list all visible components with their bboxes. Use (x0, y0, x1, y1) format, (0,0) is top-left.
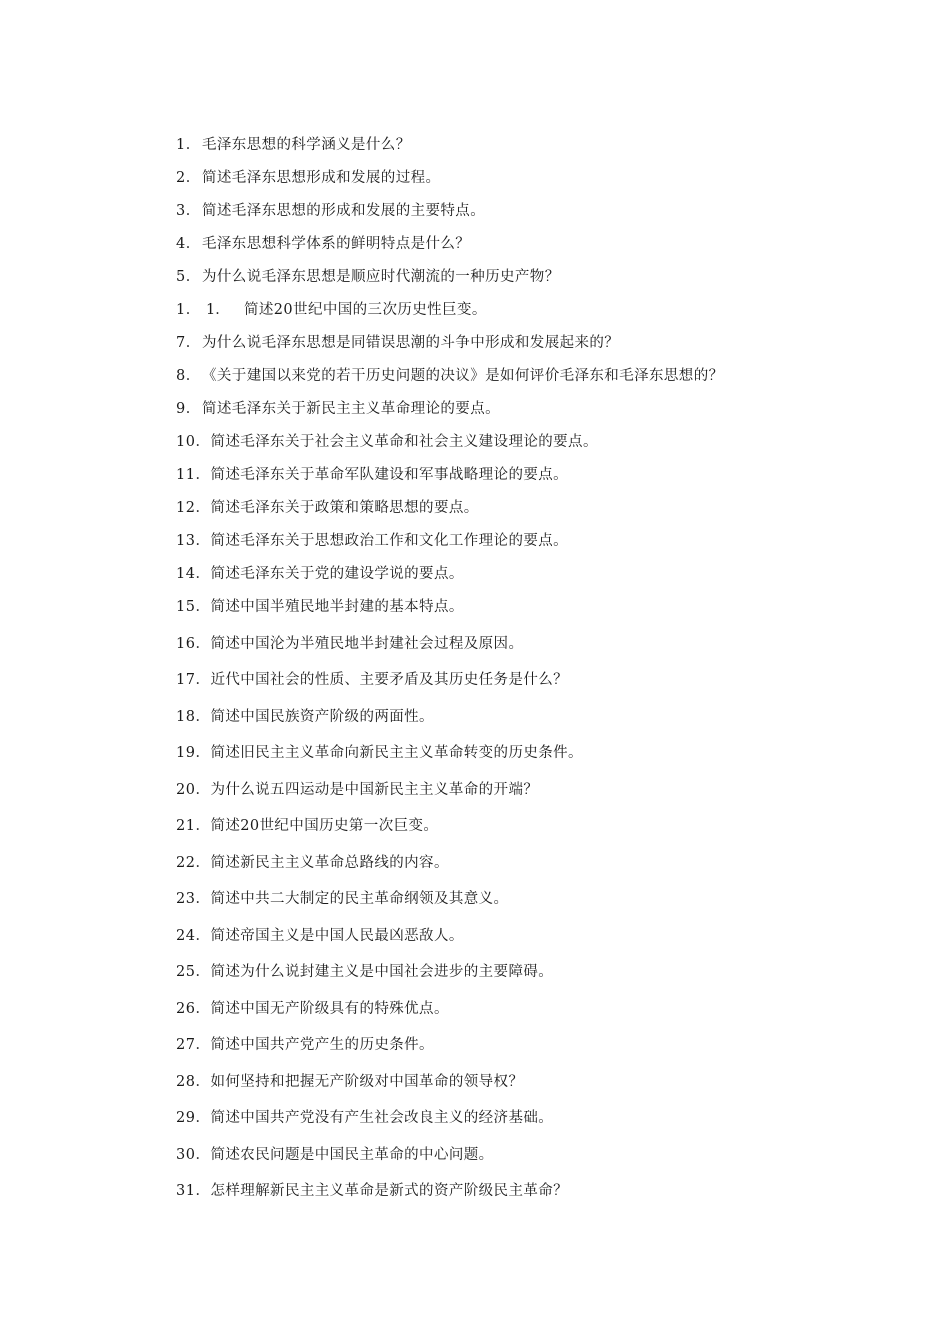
question-item (176, 1178, 876, 1215)
question-text: 简述毛泽东关于党的建设学说的要点。 (210, 566, 464, 582)
question-item (176, 297, 876, 330)
question-text: 简述毛泽东关于新民主主义革命理论的要点。 (202, 401, 500, 417)
question-number: 30． (176, 1146, 211, 1163)
question-item (176, 231, 876, 264)
question-text: 简述帝国主义是中国人民最凶恶敌人。 (210, 927, 464, 944)
question-number: 11． (176, 467, 211, 483)
question-number: 20． (176, 781, 211, 798)
question-number: 1． (176, 302, 201, 318)
question-text: 简述农民问题是中国民主革命的中心问题。 (210, 1146, 494, 1163)
question-text: 简述毛泽东关于社会主义革命和社会主义建设理论的要点。 (210, 434, 598, 450)
question-number: 19． (176, 745, 211, 761)
question-number: 29． (176, 1110, 211, 1126)
question-item (176, 1105, 876, 1142)
question-item (176, 429, 876, 462)
question-item (176, 396, 876, 429)
question-number: 17． (176, 672, 211, 688)
question-number: 9． (176, 401, 201, 417)
question-text: 简述20世纪中国历史第一次巨变。 (210, 818, 439, 834)
question-item (176, 850, 876, 887)
question-item (176, 462, 876, 495)
question-item (176, 528, 876, 561)
question-item (176, 996, 876, 1033)
question-number: 22． (176, 854, 211, 871)
question-number: 13． (176, 533, 211, 549)
question-text: 简述中国半殖民地半封建的基本特点。 (210, 599, 464, 615)
question-text: 简述中国无产阶级具有的特殊优点。 (210, 1000, 449, 1017)
question-item (176, 594, 876, 631)
question-number: 12． (176, 500, 211, 516)
question-number: 7． (176, 335, 201, 351)
question-item (176, 1069, 876, 1106)
question-number: 28． (176, 1073, 211, 1090)
question-item (176, 923, 876, 960)
question-text: 简述毛泽东关于政策和策略思想的要点。 (210, 500, 479, 516)
question-text: 近代中国社会的性质、主要矛盾及其历史任务是什么？ (210, 672, 569, 688)
question-text: 简述毛泽东思想形成和发展的过程。 (202, 170, 441, 186)
question-item (176, 363, 876, 396)
question-number: 23． (176, 891, 211, 907)
question-text: 简述毛泽东关于思想政治工作和文化工作理论的要点。 (210, 533, 569, 549)
question-number: 15． (176, 599, 211, 615)
question-text: 简述中共二大制定的民主革命纲领及其意义。 (210, 891, 509, 907)
question-item (176, 165, 876, 198)
question-text: 怎样理解新民主主义革命是新式的资产阶级民主革命？ (210, 1183, 569, 1199)
question-number: 10． (176, 434, 211, 450)
question-number: 5． (176, 269, 201, 285)
question-item (176, 1032, 876, 1069)
question-text: 简述中国民族资产阶级的两面性。 (210, 708, 434, 725)
question-number: 31． (176, 1183, 211, 1199)
question-number: 25． (176, 964, 211, 980)
question-text: 简述中国沦为半殖民地半封建社会过程及原因。 (210, 635, 524, 652)
question-text: 简述新民主主义革命总路线的内容。 (210, 854, 449, 871)
question-item (176, 813, 876, 850)
question-item (176, 495, 876, 528)
question-number: 2． (176, 170, 201, 186)
question-number: 8． (176, 368, 201, 384)
question-item (176, 667, 876, 704)
question-number: 16． (176, 635, 211, 652)
question-number: 27． (176, 1037, 211, 1053)
question-number: 1． (176, 137, 201, 153)
question-number: 4． (176, 236, 201, 252)
question-item (176, 132, 876, 165)
question-item (176, 704, 876, 741)
question-item (176, 198, 876, 231)
question-text: 毛泽东思想的科学涵义是什么？ (202, 137, 411, 153)
question-text: 为什么说五四运动是中国新民主主义革命的开端？ (210, 781, 539, 798)
question-text: 简述为什么说封建主义是中国社会进步的主要障碍。 (210, 964, 554, 980)
question-item (176, 631, 876, 668)
question-text: 《关于建国以来党的若干历史问题的决议》是如何评价毛泽东和毛泽东思想的？ (202, 368, 724, 384)
question-item (176, 1142, 876, 1179)
question-number: 21． (176, 818, 211, 834)
question-text: 为什么说毛泽东思想是同错误思潮的斗争中形成和发展起来的？ (202, 335, 620, 351)
question-item (176, 330, 876, 363)
question-text: 简述毛泽东关于革命军队建设和军事战略理论的要点。 (210, 467, 569, 483)
question-number: 24． (176, 927, 211, 944)
question-number: 14． (176, 566, 211, 582)
question-text: 如何坚持和把握无产阶级对中国革命的领导权？ (210, 1073, 524, 1090)
question-number: 3． (176, 203, 201, 219)
question-text: 毛泽东思想科学体系的鲜明特点是什么？ (202, 236, 471, 252)
question-item (176, 886, 876, 923)
question-item (176, 777, 876, 814)
question-item (176, 740, 876, 777)
question-text: 简述20世纪中国的三次历史性巨变。 (244, 302, 487, 318)
question-number: 26． (176, 1000, 211, 1017)
question-text: 简述中国共产党产生的历史条件。 (210, 1037, 434, 1053)
question-text: 简述旧民主主义革命向新民主主义革命转变的历史条件。 (210, 745, 583, 761)
question-list (176, 132, 876, 1215)
question-text: 简述中国共产党没有产生社会改良主义的经济基础。 (210, 1110, 554, 1126)
question-text: 为什么说毛泽东思想是顺应时代潮流的一种历史产物？ (202, 269, 560, 285)
question-text: 简述毛泽东思想的形成和发展的主要特点。 (202, 203, 486, 219)
question-item (176, 561, 876, 594)
question-item (176, 264, 876, 297)
question-sub-number: 1． (206, 302, 230, 318)
question-item (176, 959, 876, 996)
question-number: 18． (176, 708, 211, 725)
